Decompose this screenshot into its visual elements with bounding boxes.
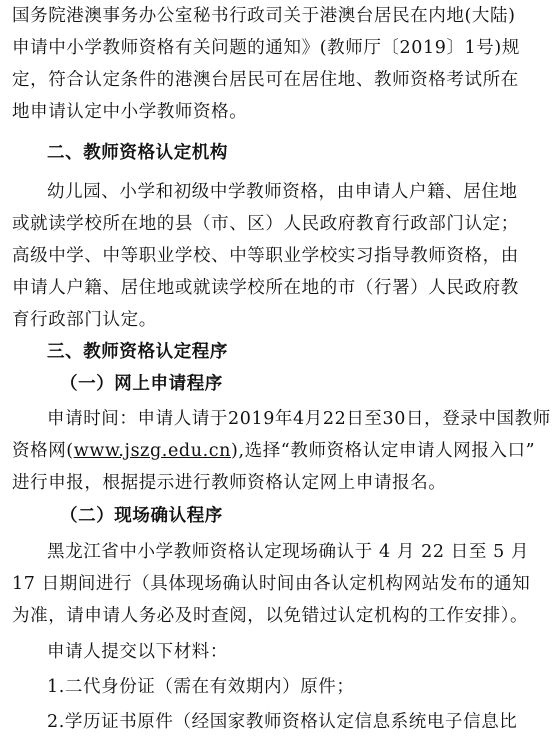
paragraph-line: 定，符合认定条件的港澳台居民可在居住地、教师资格考试所在 <box>12 70 519 90</box>
paragraph-line: 高级中学、中等职业学校、中等职业学校实习指导教师资格，由 <box>12 246 519 266</box>
list-item: 1.二代身份证（需在有效期内）原件； <box>47 677 355 697</box>
paragraph-line: 进行申报，根据提示进行教师资格认定网上申请报名。 <box>12 473 447 493</box>
link-prefix: 资格网( <box>12 441 74 461</box>
paragraph-line: 育行政部门认定。 <box>12 310 157 330</box>
paragraph-line: 申请人户籍、居住地或就读学校所在地的市（行署）人民政府教 <box>12 278 519 298</box>
paragraph-line-with-link <box>12 435 556 467</box>
section-heading-2: 二、教师资格认定机构 <box>47 143 228 163</box>
link-suffix: ),选择“教师资格认定申请人网报入口” <box>231 441 536 461</box>
website-link[interactable]: www.jszg.edu.cn <box>73 441 232 461</box>
paragraph-line: 国务院港澳事务办公室秘书行政司关于港澳台居民在内地(大陆) <box>12 6 516 26</box>
paragraph-line: 幼儿园、小学和初级中学教师资格，由申请人户籍、居住地 <box>47 182 518 202</box>
list-item: 2.学历证书原件（经国家教师资格认定信息系统电子信息比 <box>47 712 518 732</box>
paragraph-line: 17 日期间进行（具体现场确认时间由各认定机构网站发布的通知 <box>12 574 531 594</box>
paragraph-line: 为准，请申请人务必及时查阅，以免错过认定机构的工作安排）。 <box>12 606 529 626</box>
subsection-heading-2: （二）现场确认程序 <box>60 506 223 526</box>
paragraph-line: 或就读学校所在地的县（市、区）人民政府教育行政部门认定； <box>12 214 519 234</box>
section-heading-3: 三、教师资格认定程序 <box>47 342 228 362</box>
subsection-heading-1: （一）网上申请程序 <box>60 374 223 394</box>
paragraph-line: 申请时间：申请人请于2019年4月22日至30日，登录中国教师 <box>47 409 551 429</box>
paragraph-line: 黑龙江省中小学教师资格认定现场确认于 4 月 22 日至 5 月 <box>47 542 530 562</box>
paragraph-line: 地申请认定中小学教师资格。 <box>12 102 248 122</box>
paragraph-line: 申请中小学教师资格有关问题的通知》(教师厅〔2019〕1号)规 <box>12 38 520 58</box>
paragraph-line: 申请人提交以下材料： <box>47 642 228 662</box>
